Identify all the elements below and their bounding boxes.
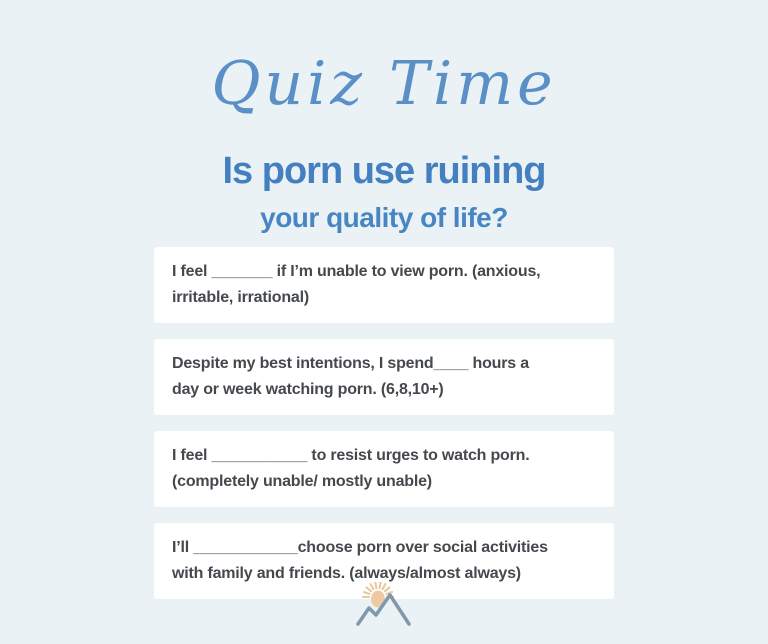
question-card-3 xyxy=(154,431,614,507)
question-text: I’ll ____________choose porn over social activities xyxy=(172,539,548,556)
question-text: day or week watching porn. (6,8,10+) xyxy=(172,381,444,398)
question-card-1 xyxy=(154,247,614,323)
script-heading: Quiz Time xyxy=(211,49,557,119)
question-text: Despite my best intentions, I spend____ hours a xyxy=(172,355,529,372)
question-text: (completely unable/ mostly unable) xyxy=(172,473,432,490)
page-subtitle: your quality of life? xyxy=(260,202,508,233)
page-title: Is porn use ruining xyxy=(222,150,546,192)
question-list xyxy=(154,247,614,615)
question-card-2 xyxy=(154,339,614,415)
question-text: with family and friends. (always/almost always) xyxy=(172,565,521,582)
question-text: I feel ___________ to resist urges to watch porn. xyxy=(172,447,530,464)
question-text: I feel _______ if I’m unable to view porn. (anxious, xyxy=(172,263,541,280)
mountain-sunrise-icon xyxy=(0,582,768,633)
question-text: irritable, irrational) xyxy=(172,289,309,306)
